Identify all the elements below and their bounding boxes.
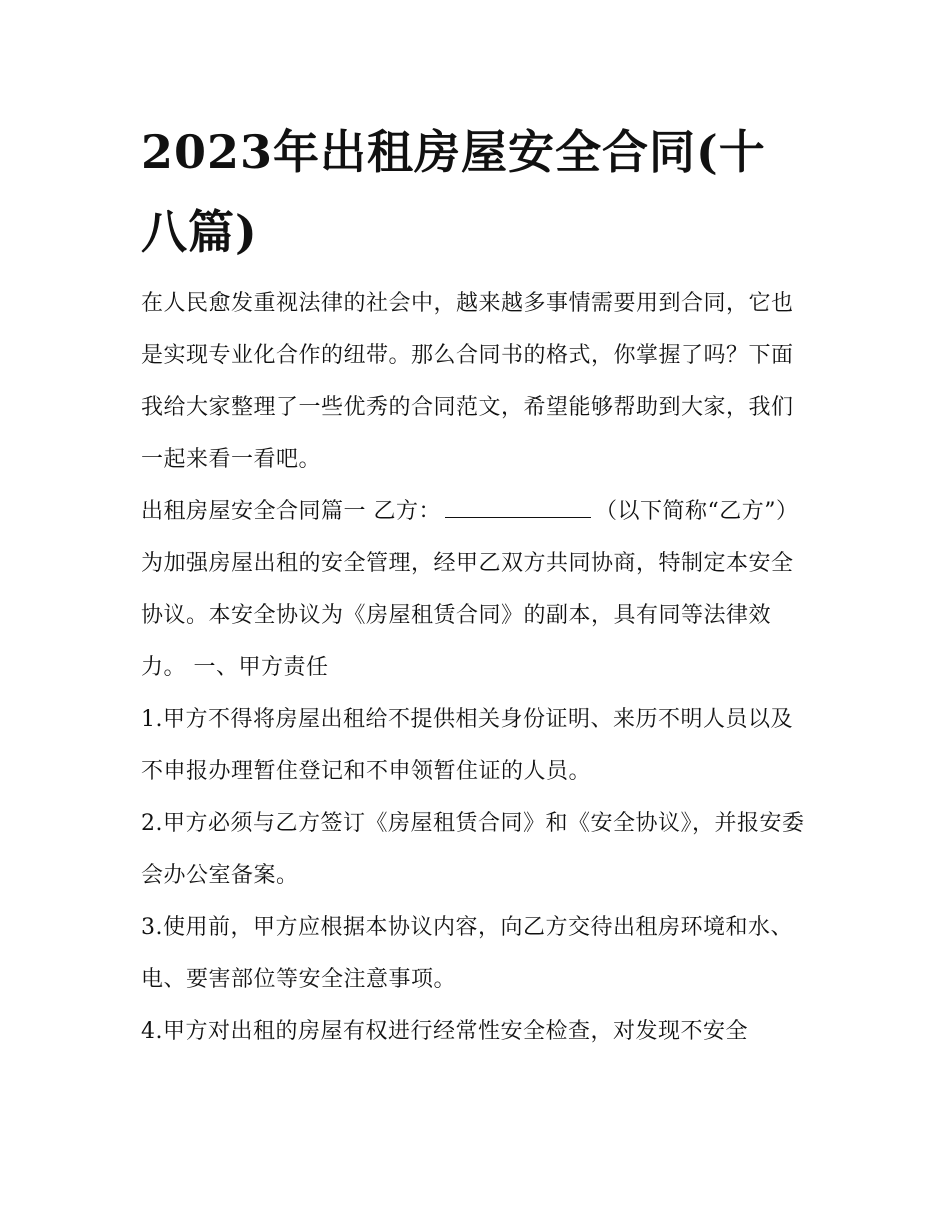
party-line: [141, 486, 811, 538]
clause-2: 2.甲方必须与乙方签订《房屋租赁合同》和《安全协议》，并报安委会办公室备案。: [141, 811, 805, 888]
party-prefix: 出租房屋安全合同篇一 乙方：: [141, 499, 441, 524]
party-suffix: （以下简称“乙方”）: [595, 499, 799, 524]
clause-3: 3.使用前，甲方应根据本协议内容，向乙方交待出租房环境和水、电、要害部位等安全注意事项。: [141, 915, 793, 992]
party-b-blank-line: [445, 495, 591, 518]
clause-4: 4.甲方对出租的房屋有权进行经常性安全检查，对发现不安全: [141, 1019, 748, 1044]
intro-paragraph: 在人民愈发重视法律的社会中，越来越多事情需要用到合同，它也是实现专业化合作的纽带。那么合同书的格式，你掌握了吗？下面我给大家整理了一些优秀的合同范文，希望能够帮助到大家，我们一起来看一看吧。: [141, 291, 794, 472]
document-title: 2023年出租房屋安全合同(十八篇): [141, 125, 766, 259]
document-page: [141, 112, 811, 1058]
clause-1: 1.甲方不得将房屋出租给不提供相关身份证明、来历不明人员以及不申报办理暂住登记和不申领暂住证的人员。: [141, 707, 793, 784]
purpose-paragraph: 为加强房屋出租的安全管理，经甲乙双方共同协商，特制定本安全协议。本安全协议为《房屋租赁合同》的副本，具有同等法律效力。 一、甲方责任: [141, 551, 794, 680]
